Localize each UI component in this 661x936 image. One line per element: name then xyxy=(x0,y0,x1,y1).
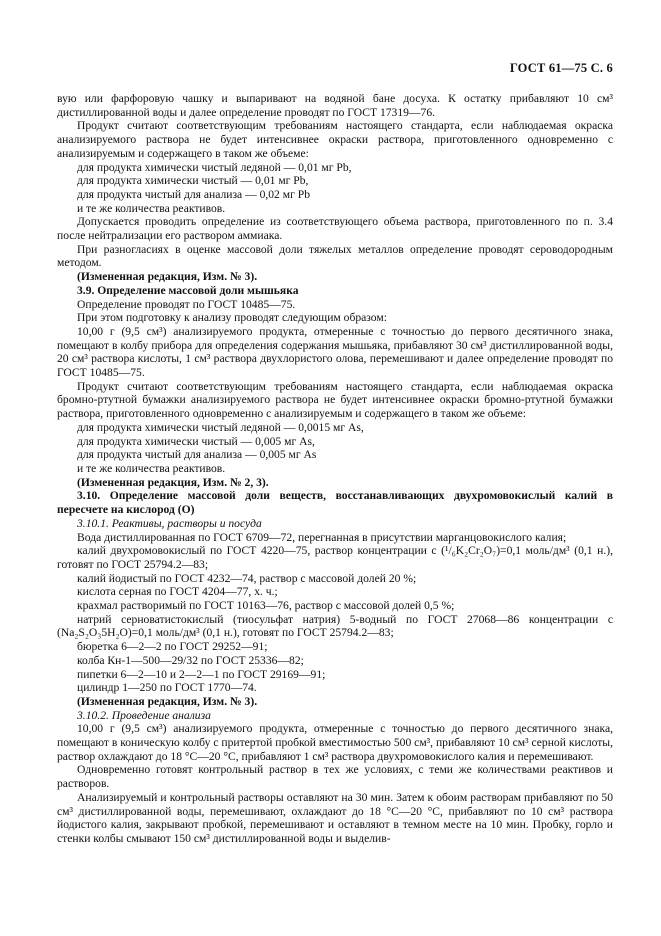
paragraph: 3.9. Определение массовой доли мышьяка xyxy=(77,283,299,297)
paragraph: и те же количества реактивов. xyxy=(77,461,226,475)
paragraph: 3.10.2. Проведение анализа xyxy=(77,708,211,722)
paragraph: Вода дистиллированная по ГОСТ 6709—72, перегнанная в присутствии марганцовокислого калия; xyxy=(77,530,567,544)
paragraph: для продукта химически чистый ледяной — 0,0015 мг As, xyxy=(77,420,364,434)
paragraph: Допускается проводить определение из соответствующего объема раствора, приготовленного по п. 3.4 после нейтрализации его раствором аммиака. xyxy=(57,215,613,243)
paragraph: вую или фарфоровую чашку и выпаривают на водяной бане досуха. К остатку прибавляют 10 см³ дистиллированной воды и далее определение проводят по ГОСТ 17319—76. xyxy=(57,92,613,119)
paragraph: кислота серная по ГОСТ 4204—77, х. ч.; xyxy=(77,585,278,599)
paragraph: для продукта химически чистый — 0,005 мг As, xyxy=(77,434,315,448)
paragraph: для продукта химически чистый — 0,01 мг Pb, xyxy=(77,174,309,188)
paragraph: 10,00 г (9,5 см³) анализируемого продукта, отмеренные с точностью до первого десятичного знака, помещают в колбу прибора для определения содержания мышьяка, прибавляют 30 см³ дистиллированной воды, 20 см³ раствора кислоты, 1 см³ раствора двухлористого олова, перемешивают и далее определение проводят по ГОСТ 10485—75. xyxy=(57,324,613,380)
paragraph: калий йодистый по ГОСТ 4232—74, раствор с массовой долей 20 %; xyxy=(77,571,417,585)
paragraph: 3.10. Определение массовой доли веществ, восстанавливающих двухромовокислый калий в пересчете на кислород (О) xyxy=(57,489,613,517)
paragraph: При разногласиях в оценке массовой доли тяжелых металлов определение проводят сероводородным методом. xyxy=(57,242,613,270)
paragraph: Продукт считают соответствующим требованиям настоящего стандарта, если наблюдаемая окраска бромно-ртутной бумажки анализируемого раствора не будет интенсивнее окраски бромно-ртутной бумажки раствора, приготовленного одновременно с анализируемым и содержащего в таком же объеме: xyxy=(57,379,613,421)
paragraph: для продукта чистый для анализа — 0,005 мг As xyxy=(77,448,317,462)
paragraph: Определение проводят по ГОСТ 10485—75. xyxy=(77,297,296,311)
paragraph: Одновременно готовят контрольный раствор в тех же условиях, с теми же количествами реактивов и растворов. xyxy=(57,763,613,791)
paragraph: 3.10.1. Реактивы, растворы и посуда xyxy=(77,516,262,530)
paragraph: (Измененная редакция, Изм. № 3). xyxy=(77,270,258,284)
paragraph: колба Кн-1—500—29/32 по ГОСТ 25336—82; xyxy=(77,653,304,667)
paragraph: При этом подготовку к анализу проводят следующим образом: xyxy=(77,311,387,325)
paragraph: (Измененная редакция, Изм. № 3). xyxy=(77,694,258,708)
document-body xyxy=(57,92,613,846)
paragraph: калий двухромовокислый по ГОСТ 4220—75, раствор концентрации с (¹/₆K₂Cr₂O₇)=0,1 моль/дм³ (0,1 н.), готовят по ГОСТ 25794.2—83; xyxy=(57,544,613,571)
paragraph: пипетки 6—2—10 и 2—2—1 по ГОСТ 29169—91; xyxy=(77,667,326,681)
paragraph: (Измененная редакция, Изм. № 2, 3). xyxy=(77,475,269,489)
paragraph: и те же количества реактивов. xyxy=(77,201,226,215)
paragraph: Продукт считают соответствующим требованиям настоящего стандарта, если наблюдаемая окраска анализируемого раствора не будет интенсивнее окраски раствора, приготовленного одновременно с анализируемым и содержащего в таком же объеме: xyxy=(57,119,613,160)
paragraph: крахмал растворимый по ГОСТ 10163—76, раствор с массовой долей 0,5 %; xyxy=(77,599,455,613)
paragraph: бюретка 6—2—2 по ГОСТ 29252—91; xyxy=(77,640,268,654)
paragraph: натрий серноватистокислый (тиосульфат натрия) 5-водный по ГОСТ 27068—86 концентрации с (Na₂S₂O₃5H₂O)=0,1 моль/дм³ (0,1 н.), готовят по ГОСТ 25794.2—83; xyxy=(57,612,613,640)
paragraph: для продукта чистый для анализа — 0,02 мг Pb xyxy=(77,187,310,201)
page-header: ГОСТ 61—75 С. 6 xyxy=(509,61,613,75)
paragraph: 10,00 г (9,5 см³) анализируемого продукта, отмеренные с точностью до первого десятичного знака, помещают в коническую колбу с притертой пробкой вместимостью 500 см³, прибавляют 10 см³ серной кислоты, раствор охлаждают до 18 °С—20 °С, прибавляют 1 см³ раствора двухромовокислого калия и перемешивают. xyxy=(57,722,613,763)
paragraph: Анализируемый и контрольный растворы оставляют на 30 мин. Затем к обоим растворам прибавляют по 50 см³ дистиллированной воды, перемешивают, охлаждают до 18 °С—20 °С, прибавляют по 10 см³ раствора йодистого калия, закрывают пробкой, перемешивают и оставляют в темном месте на 10 мин. Пробку, горло и стенки колбы смывают 150 см³ дистиллированной воды и выделив- xyxy=(57,790,613,845)
paragraph: цилиндр 1—250 по ГОСТ 1770—74. xyxy=(77,681,257,695)
paragraph: для продукта химически чистый ледяной — 0,01 мг Pb, xyxy=(77,160,352,174)
